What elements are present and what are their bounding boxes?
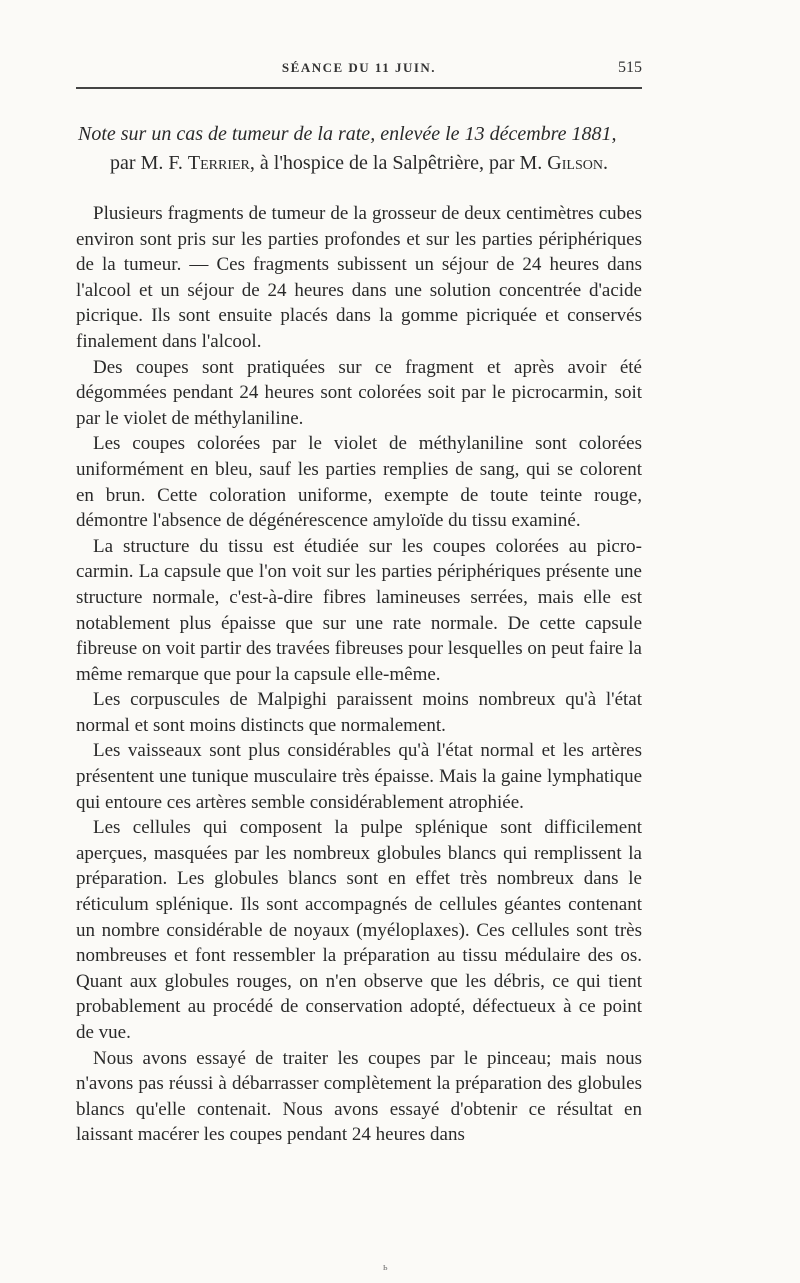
paragraph: Des coupes sont pratiquées sur ce fragment et après avoir été dégommées pendant 24 heures sont colorées soit par le picrocarmin, soit par le violet de méthylaniline. [76,356,642,429]
title-place: , à l'hospice de la Salpêtrière, par M. [249,152,548,174]
title-line-2 [76,149,642,178]
page-header [76,56,642,86]
title-line-1 [76,120,642,149]
paragraph: La structure du tissu est étudiée sur les coupes colorées au picro-carmin. La capsule que l'on voit sur les parties périphériques présente une structure normale, c'est-à-dire fibres lamineuses serrées, mais elle est notablement plus épaisse que sur une rate normale. De cette capsule fibreuse on voit partir des travées fibreuses pour lesquelles on peut faire la même remarque que pour la capsule elle-même. [76,535,642,685]
paragraph: Les coupes colorées par le violet de méthylaniline sont colorées uniformément en bleu, sauf les parties remplies de sang, qui se colorent en brun. Cette coloration uniforme, exempte de toute teinte rouge, démontre l'absence de dégénérescence amyloïde du tissu examiné. [76,433,642,532]
title-text: Note sur un cas de tumeur de la rate, enlevée le 13 décembre 1881, [78,123,617,145]
page-number: 515 [618,59,642,76]
article-body [76,201,642,1148]
paragraph: Les corpuscules de Malpighi paraissent moins nombreux qu'à l'état normal et sont moins distincts que normalement. [76,689,642,736]
title-period: . [602,152,608,174]
paragraph: Les vaisseaux sont plus considérables qu'à l'état normal et les artères présentent une tunique musculaire très épaisse. Mais la gaine lymphatique qui entoure ces artères semble considérablement atrophiée. [76,740,642,813]
paragraph: Les cellules qui composent la pulpe splénique sont difficilement aperçues, masquées par les nombreux globules blancs qui remplissent la préparation. Les globules blancs sont en effet très nombreux dans le réticulum splénique. Ils sont accompagnés de cellules géantes contenant un nombre considérable de noyaux (myéloplaxes). Ces cellules sont très nombreuses et font ressembler la préparation au tissu médulaire des os. Quant aux globules rouges, on n'en observe que les débris, ce qui tient probablement au procédé de conservation adopté, défectueux à ce point de vue. [76,817,642,1043]
paragraph: Plusieurs fragments de tumeur de la grosseur de deux centimètres cubes environ sont pris sur les parties profondes et sur les parties périphériques de la tumeur. — Ces fragments subissent un séjour de 24 heures dans l'alcool et un séjour de 24 heures dans une solution concentrée d'acide picrique. Ils sont ensuite placés dans la gomme picriquée et conservés finalement dans l'alcool. [76,203,642,352]
title-by: par M. F. [110,152,188,174]
author-terrier: Terrier [187,152,250,174]
footer-mark: ь [383,1262,388,1273]
running-title: SÉANCE DU 11 JUIN. [281,60,437,75]
article-title [76,120,642,178]
author-gilson: Gilson [547,152,603,174]
paragraph: Nous avons essayé de traiter les coupes par le pinceau; mais nous n'avons pas réussi à débarrasser complètement la préparation des globules blancs qu'elle contenait. Nous avons essayé d'obtenir ce résultat en laissant macérer les coupes pendant 24 heures dans [76,1047,642,1146]
header-rule [76,87,642,89]
